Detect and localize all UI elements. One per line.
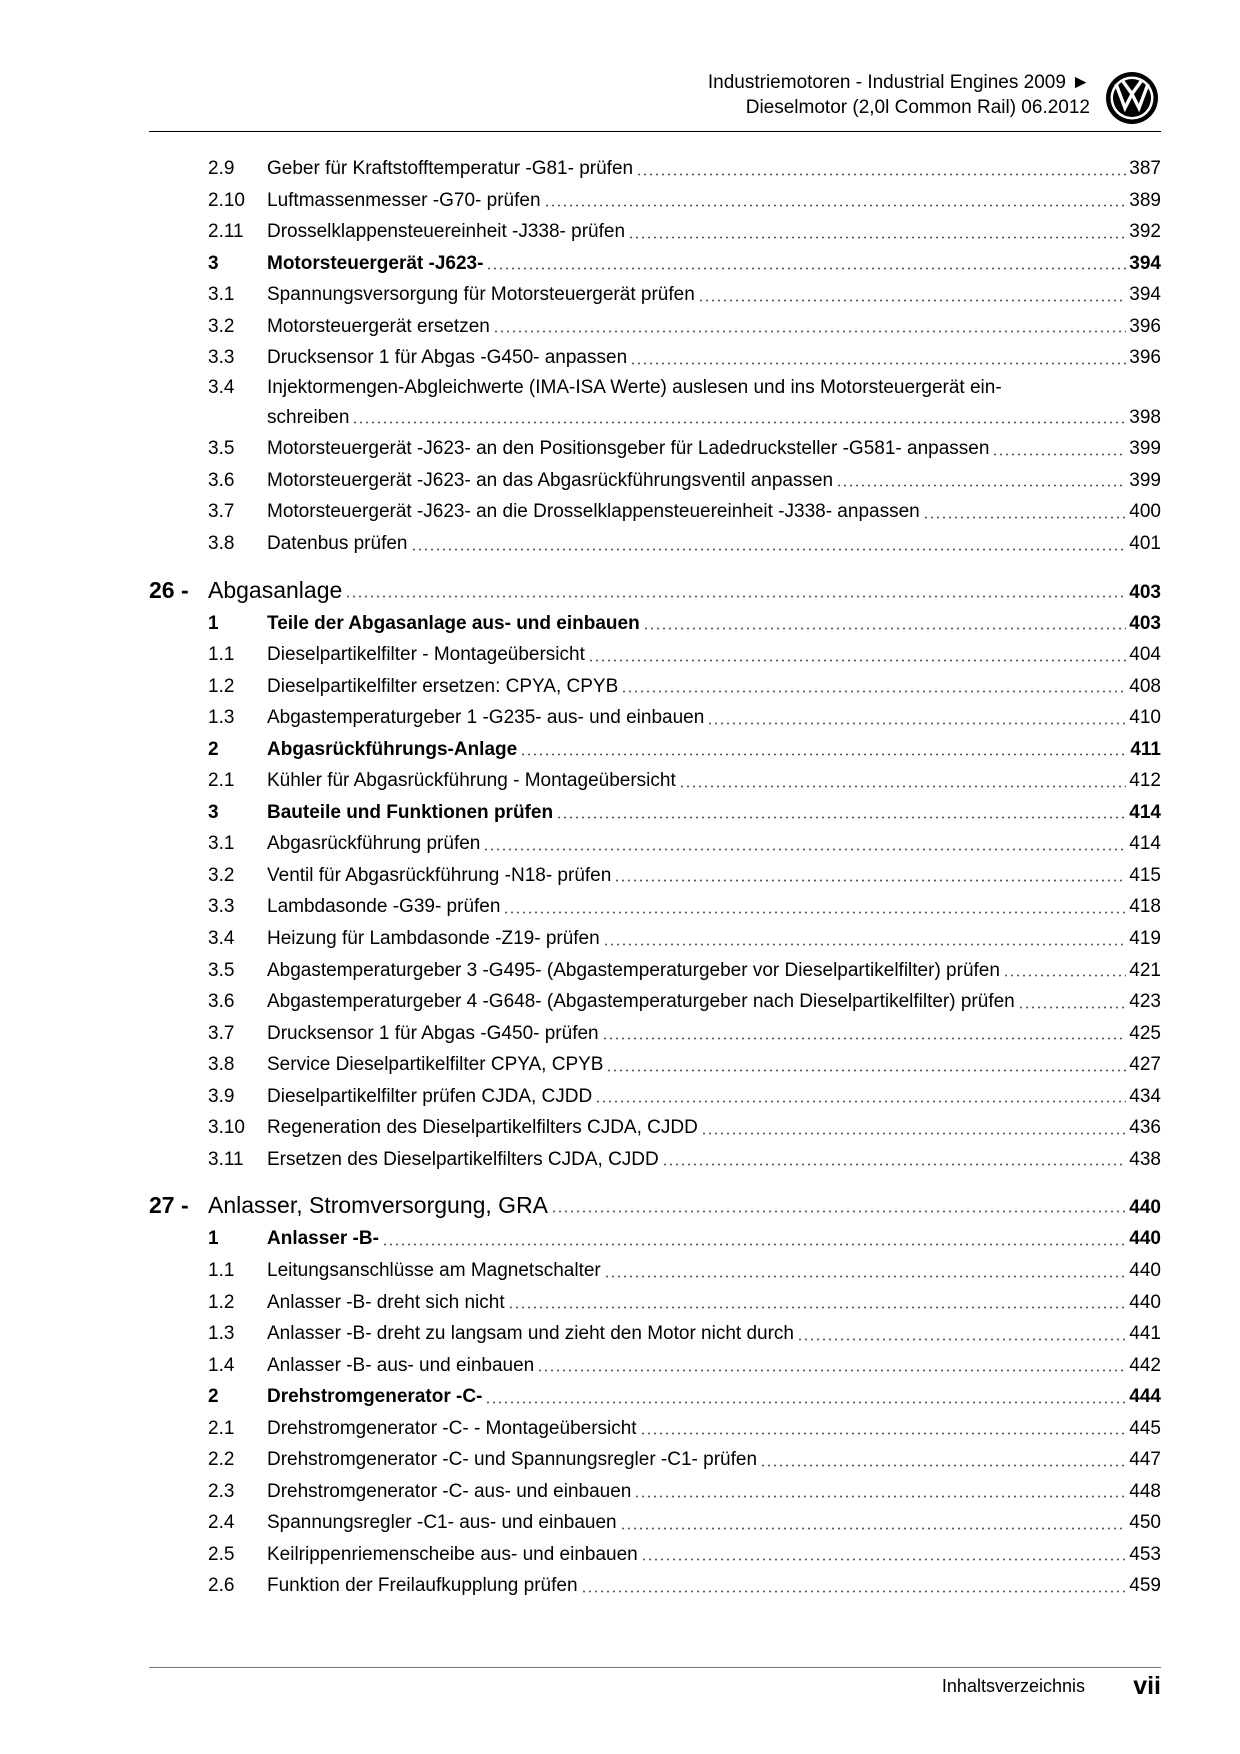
- toc-title: Abgasanlage: [208, 576, 343, 603]
- toc-number: 2.1: [208, 770, 235, 792]
- running-header: [708, 70, 1090, 120]
- toc-number: 3.5: [208, 438, 235, 460]
- toc-entry[interactable]: [149, 1539, 1161, 1571]
- toc-entry[interactable]: [149, 496, 1161, 528]
- toc-title: Abgasrückführung prüfen: [267, 833, 481, 855]
- toc-entry[interactable]: [149, 528, 1161, 560]
- toc-page: 419: [1129, 928, 1161, 950]
- toc-entry[interactable]: [149, 702, 1161, 734]
- dot-leader: [537, 1369, 1126, 1372]
- toc-page: 438: [1129, 1148, 1161, 1170]
- toc-page: 427: [1129, 1054, 1161, 1076]
- header-line-2: Dieselmotor (2,0l Common Rail) 06.2012: [745, 97, 1090, 118]
- toc-number: 3.5: [208, 959, 235, 981]
- toc-page: 396: [1129, 315, 1161, 337]
- toc-title: Anlasser, Stromversorgung, GRA: [208, 1192, 549, 1219]
- toc-number: 1: [208, 612, 219, 634]
- header-line-1: Industriemotoren - Industrial Engines 2009 ►: [707, 72, 1090, 93]
- toc-title: Motorsteuergerät -J623- an die Drosselklappensteuereinheit -J338- anpassen: [267, 501, 920, 523]
- toc-section[interactable]: [149, 248, 1161, 280]
- toc-entry-line-2: [149, 402, 1161, 434]
- toc-page: 453: [1129, 1543, 1161, 1565]
- toc-title: Motorsteuergerät -J623-: [267, 252, 484, 274]
- toc-number: 3.1: [208, 284, 235, 306]
- toc-number: 3: [208, 801, 219, 823]
- toc-entry[interactable]: [149, 1287, 1161, 1319]
- toc-title: Abgasrückführungs-Anlage: [267, 738, 518, 760]
- toc-title: Drucksensor 1 für Abgas -G450- prüfen: [267, 1022, 599, 1044]
- toc-entry[interactable]: [149, 923, 1161, 955]
- dot-leader: [483, 848, 1126, 851]
- toc-page: 396: [1129, 347, 1161, 369]
- toc-number: 3.7: [208, 501, 235, 523]
- toc-page: 414: [1129, 801, 1161, 823]
- dot-leader: [544, 204, 1127, 207]
- toc-page: 394: [1129, 284, 1161, 306]
- toc-number: 27 -: [149, 1192, 189, 1219]
- toc-number: 3: [208, 252, 219, 274]
- toc-title: Keilrippenriemenscheibe aus- und einbauen: [267, 1543, 638, 1565]
- dot-leader: [603, 943, 1127, 946]
- toc-entry[interactable]: [149, 465, 1161, 497]
- dot-leader: [602, 1037, 1127, 1040]
- toc-title: Anlasser -B- dreht zu langsam und zieht den Motor nicht durch: [267, 1323, 794, 1345]
- toc-title: Datenbus prüfen: [267, 533, 408, 555]
- toc-title: Dieselpartikelfilter - Montageübersicht: [267, 644, 585, 666]
- toc-title: Abgastemperaturgeber 1 -G235- aus- und einbauen: [267, 707, 705, 729]
- toc-title: Bauteile und Funktionen prüfen: [267, 801, 554, 823]
- toc-number: 2: [208, 738, 219, 760]
- toc-entry[interactable]: [149, 1018, 1161, 1050]
- toc-title: Leitungsanschlüsse am Magnetschalter: [267, 1259, 601, 1281]
- toc-entry[interactable]: [149, 1144, 1161, 1176]
- toc-page: 408: [1129, 675, 1161, 697]
- dot-leader: [1018, 1006, 1127, 1009]
- toc-entry[interactable]: [149, 1476, 1161, 1508]
- toc-page: 400: [1129, 501, 1161, 523]
- toc-page: 421: [1129, 959, 1161, 981]
- dot-leader: [621, 690, 1126, 693]
- toc-entry[interactable]: [149, 891, 1161, 923]
- toc-entry[interactable]: [149, 1444, 1161, 1476]
- toc-title: Motorsteuergerät ersetzen: [267, 315, 490, 337]
- toc-title: Motorsteuergerät -J623- an den Positionsgeber für Ladedrucksteller -G581- anpassen: [267, 438, 990, 460]
- toc-section[interactable]: [149, 797, 1161, 829]
- toc-chapter[interactable]: [149, 1187, 1161, 1223]
- toc-entry[interactable]: [149, 639, 1161, 671]
- toc-number: 1.2: [208, 675, 235, 697]
- dot-leader: [520, 753, 1127, 756]
- toc-page: 404: [1129, 644, 1161, 666]
- toc-number: 3.2: [208, 864, 235, 886]
- dot-leader: [551, 1210, 1126, 1213]
- toc-title: Regeneration des Dieselpartikelfilters CJDA, CJDD: [267, 1117, 698, 1139]
- toc-entry[interactable]: [149, 986, 1161, 1018]
- toc-page: 418: [1129, 896, 1161, 918]
- toc-number: 1.3: [208, 1323, 235, 1345]
- toc-page: 403: [1129, 612, 1161, 634]
- toc-entry[interactable]: [149, 1081, 1161, 1113]
- dot-leader: [493, 330, 1126, 333]
- toc-number: 3.3: [208, 347, 235, 369]
- toc-title: Drehstromgenerator -C- - Montageübersicht: [267, 1417, 637, 1439]
- dot-leader: [503, 911, 1126, 914]
- toc-entry[interactable]: [149, 342, 1161, 374]
- toc-page: 401: [1129, 533, 1161, 555]
- toc-entry[interactable]: [149, 1413, 1161, 1445]
- toc-page: 415: [1129, 864, 1161, 886]
- toc-entry[interactable]: [149, 1049, 1161, 1081]
- toc-page: 412: [1129, 770, 1161, 792]
- toc-title: Abgastemperaturgeber 3 -G495- (Abgastemperaturgeber vor Dieselpartikelfilter) prüfen: [267, 959, 1000, 981]
- toc-number: 2.1: [208, 1417, 235, 1439]
- toc-title: Funktion der Freilaufkupplung prüfen: [267, 1575, 578, 1597]
- dot-leader: [641, 1558, 1127, 1561]
- toc-title: Teile der Abgasanlage aus- und einbauen: [267, 612, 640, 634]
- toc-page: 398: [1129, 406, 1161, 428]
- toc-page: 440: [1129, 1259, 1161, 1281]
- dot-leader: [486, 267, 1126, 270]
- dot-leader: [636, 173, 1126, 176]
- toc-entry[interactable]: [149, 1112, 1161, 1144]
- toc-number: 1.1: [208, 1259, 235, 1281]
- toc-title: Drosselklappensteuereinheit -J338- prüfen: [267, 221, 626, 243]
- dot-leader: [630, 362, 1126, 365]
- toc-number: 2.5: [208, 1543, 235, 1565]
- dot-leader: [662, 1163, 1127, 1166]
- dot-leader: [606, 1069, 1126, 1072]
- dot-leader: [707, 722, 1126, 725]
- toc-title: Dieselpartikelfilter prüfen CJDA, CJDD: [267, 1085, 593, 1107]
- header-rule: [149, 131, 1161, 132]
- toc-number: 3.1: [208, 833, 235, 855]
- toc-title: Lambdasonde -G39- prüfen: [267, 896, 501, 918]
- page-number: vii: [1133, 1672, 1161, 1700]
- toc-number: 3.2: [208, 315, 235, 337]
- toc-title: Ventil für Abgasrückführung -N18- prüfen: [267, 864, 612, 886]
- toc-number: 1.1: [208, 644, 235, 666]
- dot-leader: [679, 785, 1127, 788]
- toc-entry[interactable]: [149, 1318, 1161, 1350]
- toc-title: Geber für Kraftstofftemperatur -G81- prüfen: [267, 158, 634, 179]
- toc-page: 403: [1129, 581, 1161, 603]
- toc-title: Spannungsregler -C1- aus- und einbauen: [267, 1512, 617, 1534]
- toc-page: 459: [1129, 1575, 1161, 1597]
- dot-leader: [411, 548, 1127, 551]
- toc-page: 392: [1129, 221, 1161, 243]
- toc-entry[interactable]: [149, 216, 1161, 248]
- toc-title: Kühler für Abgasrückführung - Montageübersicht: [267, 770, 676, 792]
- toc-title: Abgastemperaturgeber 4 -G648- (Abgastemperaturgeber nach Dieselpartikelfilter) prüfen: [267, 991, 1015, 1013]
- toc-entry[interactable]: [149, 1570, 1161, 1602]
- dot-leader: [620, 1527, 1127, 1530]
- dot-leader: [643, 627, 1127, 630]
- dot-leader: [581, 1590, 1127, 1593]
- dot-leader: [508, 1306, 1127, 1309]
- dot-leader: [760, 1464, 1126, 1467]
- toc-title-continued: schreiben: [267, 406, 350, 428]
- toc-page: 399: [1129, 438, 1161, 460]
- toc-entry[interactable]: [149, 374, 1161, 434]
- toc-number: 2.3: [208, 1480, 235, 1502]
- toc-number: 2.4: [208, 1512, 235, 1534]
- toc-number: 3.9: [208, 1085, 235, 1107]
- toc-title: Ersetzen des Dieselpartikelfilters CJDA, CJDD: [267, 1148, 659, 1170]
- toc-number: 2.11: [208, 221, 244, 243]
- toc-number: 3.8: [208, 533, 235, 555]
- dot-leader: [345, 595, 1126, 598]
- toc-page: 440: [1129, 1291, 1161, 1313]
- toc-number: 2.10: [208, 189, 245, 211]
- vw-logo-icon: [1104, 70, 1160, 126]
- toc-page: 410: [1129, 707, 1161, 729]
- dot-leader: [614, 879, 1126, 882]
- dot-leader: [923, 516, 1127, 519]
- dot-leader: [640, 1432, 1127, 1435]
- toc-section[interactable]: [149, 1381, 1161, 1413]
- toc-page: 440: [1129, 1197, 1161, 1219]
- toc-entry[interactable]: [149, 828, 1161, 860]
- dot-leader: [992, 453, 1126, 456]
- toc-title: Heizung für Lambdasonde -Z19- prüfen: [267, 928, 600, 950]
- dot-leader: [604, 1275, 1127, 1278]
- toc-entry[interactable]: [149, 1350, 1161, 1382]
- toc-number: 1.2: [208, 1291, 235, 1313]
- dot-leader: [352, 421, 1126, 424]
- dot-leader: [797, 1338, 1126, 1341]
- toc-chapter[interactable]: [149, 572, 1161, 608]
- toc-number: 3.6: [208, 469, 235, 491]
- toc-page: 447: [1129, 1449, 1161, 1471]
- toc-title: Spannungsversorgung für Motorsteuergerät prüfen: [267, 284, 695, 306]
- toc-title: Anlasser -B- aus- und einbauen: [267, 1354, 535, 1376]
- toc-entry[interactable]: [149, 311, 1161, 343]
- toc-page: 434: [1129, 1085, 1161, 1107]
- toc-entry[interactable]: [149, 765, 1161, 797]
- toc-number: 3.6: [208, 991, 235, 1013]
- toc-title: Anlasser -B-: [267, 1228, 379, 1250]
- toc-number: 1: [208, 1228, 219, 1250]
- toc-number: 3.8: [208, 1054, 235, 1076]
- toc-number: 3.7: [208, 1022, 235, 1044]
- toc-number: 2.6: [208, 1575, 235, 1597]
- toc-page: 448: [1129, 1480, 1161, 1502]
- toc-title: Service Dieselpartikelfilter CPYA, CPYB: [267, 1054, 604, 1076]
- table-of-contents: [149, 153, 1161, 1602]
- toc-number: 3.10: [208, 1117, 245, 1139]
- toc-page: 444: [1129, 1386, 1161, 1408]
- dot-leader: [634, 1495, 1126, 1498]
- toc-page: 389: [1129, 189, 1161, 211]
- toc-entry[interactable]: [149, 279, 1161, 311]
- toc-title: Dieselpartikelfilter ersetzen: CPYA, CPYB: [267, 675, 619, 697]
- toc-page: 414: [1129, 833, 1161, 855]
- dot-leader: [588, 659, 1126, 662]
- toc-number: 2.9: [208, 158, 235, 179]
- toc-title: Drehstromgenerator -C-: [267, 1386, 483, 1408]
- toc-page: 411: [1130, 738, 1161, 760]
- toc-number: 26 -: [149, 576, 189, 603]
- toc-page: 425: [1129, 1022, 1161, 1044]
- toc-page: 423: [1129, 991, 1161, 1013]
- toc-page: 442: [1129, 1354, 1161, 1376]
- toc-title: Motorsteuergerät -J623- an das Abgasrückführungsventil anpassen: [267, 469, 834, 491]
- toc-entry[interactable]: [149, 1507, 1161, 1539]
- dot-leader: [556, 816, 1126, 819]
- toc-number: 1.3: [208, 707, 235, 729]
- toc-number: 1.4: [208, 1354, 235, 1376]
- dot-leader: [628, 236, 1126, 239]
- toc-page: 387: [1129, 158, 1161, 179]
- dot-leader: [485, 1401, 1126, 1404]
- toc-title: Drucksensor 1 für Abgas -G450- anpassen: [267, 347, 628, 369]
- toc-page: 436: [1129, 1117, 1161, 1139]
- toc-page: 441: [1129, 1323, 1161, 1345]
- toc-page: 394: [1129, 252, 1161, 274]
- toc-number: 3.3: [208, 896, 235, 918]
- toc-section[interactable]: [149, 608, 1161, 640]
- toc-entry[interactable]: [149, 153, 1161, 185]
- dot-leader: [698, 299, 1127, 302]
- toc-section[interactable]: [149, 1223, 1161, 1255]
- toc-number: 3.4: [208, 928, 235, 950]
- toc-page: 445: [1129, 1417, 1161, 1439]
- toc-entry[interactable]: [149, 433, 1161, 465]
- toc-entry-line-1: [149, 374, 1161, 402]
- toc-page: 399: [1129, 469, 1161, 491]
- toc-number: 2.2: [208, 1449, 235, 1471]
- toc-entry[interactable]: [149, 1255, 1161, 1287]
- toc-page: 450: [1129, 1512, 1161, 1534]
- dot-leader: [1003, 974, 1126, 977]
- dot-leader: [836, 484, 1126, 487]
- footer-section-title: Inhaltsverzeichnis: [941, 1676, 1085, 1696]
- toc-number: 3.4: [208, 376, 235, 398]
- dot-leader: [382, 1243, 1126, 1246]
- toc-title: Injektormengen-Abgleichwerte (IMA-ISA Werte) auslesen und ins Motorsteuergerät ein-: [267, 376, 1002, 398]
- toc-entry[interactable]: [149, 185, 1161, 217]
- toc-title: Drehstromgenerator -C- und Spannungsregler -C1- prüfen: [267, 1449, 758, 1471]
- toc-title: Drehstromgenerator -C- aus- und einbauen: [267, 1480, 632, 1502]
- toc-page: 440: [1129, 1228, 1161, 1250]
- toc-entry[interactable]: [149, 955, 1161, 987]
- dot-leader: [595, 1100, 1126, 1103]
- dot-leader: [701, 1132, 1126, 1135]
- footer-rule: [149, 1667, 1161, 1668]
- toc-entry[interactable]: [149, 671, 1161, 703]
- toc-title: Luftmassenmesser -G70- prüfen: [267, 189, 541, 211]
- toc-title: Anlasser -B- dreht sich nicht: [267, 1291, 505, 1313]
- toc-number: 3.11: [208, 1148, 244, 1170]
- toc-number: 2: [208, 1386, 219, 1408]
- toc-entry[interactable]: [149, 860, 1161, 892]
- toc-section[interactable]: [149, 734, 1161, 766]
